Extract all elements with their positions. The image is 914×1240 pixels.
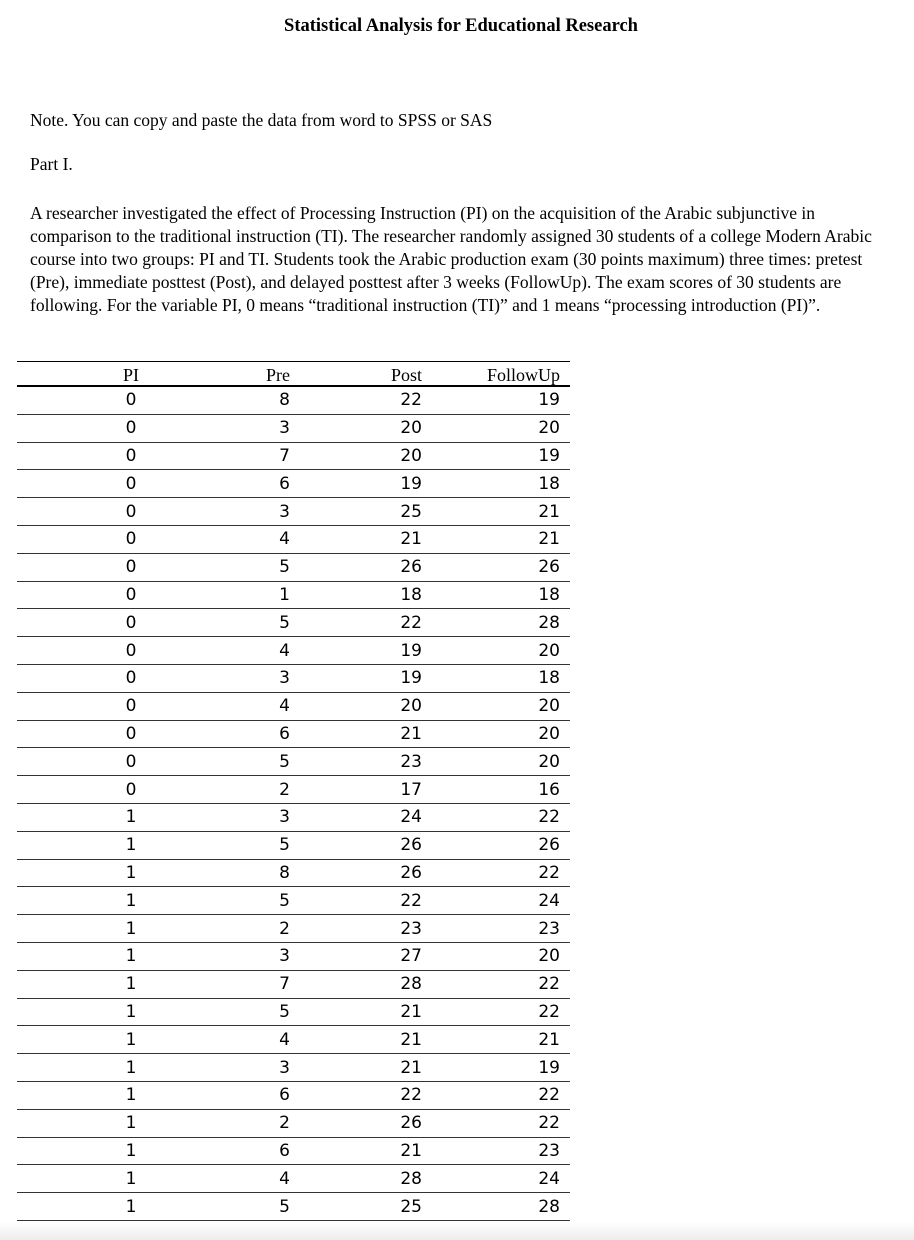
- cell-pre: 4: [245, 525, 298, 553]
- cell-followup: 20: [430, 942, 570, 970]
- cell-followup: 19: [430, 1054, 570, 1082]
- table-row: [17, 803, 570, 831]
- cell-post: 22: [298, 609, 430, 637]
- table-row: [17, 915, 570, 943]
- cell-followup: 20: [430, 720, 570, 748]
- cell-pre: 4: [245, 1165, 298, 1193]
- cell-post: 19: [298, 637, 430, 665]
- cell-post: 23: [298, 748, 430, 776]
- cell-followup: 22: [430, 1081, 570, 1109]
- cell-followup: 20: [430, 414, 570, 442]
- cell-pi: 1: [17, 1054, 245, 1082]
- header-followup: FollowUp: [430, 362, 570, 387]
- cell-pi: 1: [17, 831, 245, 859]
- cell-followup: 19: [430, 442, 570, 470]
- table-row: [17, 442, 570, 470]
- cell-pre: 8: [245, 386, 298, 414]
- table-row: [17, 720, 570, 748]
- cell-followup: 24: [430, 1165, 570, 1193]
- cell-pi: 0: [17, 664, 245, 692]
- cell-pre: 6: [245, 1137, 298, 1165]
- cell-post: 24: [298, 803, 430, 831]
- cell-post: 20: [298, 414, 430, 442]
- table-row: [17, 414, 570, 442]
- table-row: [17, 1165, 570, 1193]
- table-row: [17, 664, 570, 692]
- cell-pre: 3: [245, 803, 298, 831]
- cell-pre: 7: [245, 442, 298, 470]
- cell-post: 26: [298, 831, 430, 859]
- cell-pre: 6: [245, 1081, 298, 1109]
- cell-followup: 26: [430, 553, 570, 581]
- cell-followup: 28: [430, 1193, 570, 1221]
- cell-followup: 18: [430, 470, 570, 498]
- cell-followup: 28: [430, 609, 570, 637]
- cell-pre: 5: [245, 831, 298, 859]
- table-row: [17, 831, 570, 859]
- header-pre: Pre: [245, 362, 298, 387]
- cell-post: 23: [298, 915, 430, 943]
- cell-pre: 3: [245, 498, 298, 526]
- cell-post: 22: [298, 386, 430, 414]
- cell-pre: 3: [245, 664, 298, 692]
- cell-pre: 4: [245, 637, 298, 665]
- document-title: Statistical Analysis for Educational Research: [284, 16, 638, 36]
- cell-pi: 1: [17, 1081, 245, 1109]
- table-row: [17, 1081, 570, 1109]
- cell-pi: 0: [17, 553, 245, 581]
- cell-pre: 5: [245, 553, 298, 581]
- cell-followup: 22: [430, 970, 570, 998]
- table-row: [17, 637, 570, 665]
- table-row: [17, 609, 570, 637]
- table-row: [17, 525, 570, 553]
- table-row: [17, 859, 570, 887]
- table-row: [17, 1109, 570, 1137]
- table-row: [17, 1193, 570, 1221]
- cell-followup: 20: [430, 748, 570, 776]
- cell-followup: 16: [430, 776, 570, 804]
- cell-followup: 18: [430, 664, 570, 692]
- table-row: [17, 970, 570, 998]
- cell-post: 21: [298, 1137, 430, 1165]
- cell-pi: 0: [17, 442, 245, 470]
- cell-pre: 6: [245, 720, 298, 748]
- cell-post: 26: [298, 859, 430, 887]
- cell-pi: 0: [17, 692, 245, 720]
- cell-pre: 5: [245, 748, 298, 776]
- table-row: [17, 748, 570, 776]
- cell-pre: 5: [245, 998, 298, 1026]
- cell-followup: 22: [430, 859, 570, 887]
- cell-post: 21: [298, 720, 430, 748]
- cell-pre: 4: [245, 692, 298, 720]
- cell-post: 25: [298, 498, 430, 526]
- cell-post: 26: [298, 553, 430, 581]
- cell-pi: 1: [17, 1026, 245, 1054]
- cell-post: 25: [298, 1193, 430, 1221]
- cell-pre: 2: [245, 1109, 298, 1137]
- cell-pre: 6: [245, 470, 298, 498]
- cell-pre: 5: [245, 609, 298, 637]
- table-row: [17, 776, 570, 804]
- cell-pi: 0: [17, 581, 245, 609]
- cell-post: 26: [298, 1109, 430, 1137]
- cell-followup: 21: [430, 1026, 570, 1054]
- header-post: Post: [298, 362, 430, 387]
- cell-pre: 3: [245, 942, 298, 970]
- cell-pre: 1: [245, 581, 298, 609]
- table-row: [17, 942, 570, 970]
- cell-pi: 0: [17, 776, 245, 804]
- cell-pi: 1: [17, 803, 245, 831]
- cell-post: 21: [298, 1054, 430, 1082]
- cell-followup: 23: [430, 915, 570, 943]
- cell-pi: 1: [17, 887, 245, 915]
- table-row: [17, 553, 570, 581]
- cell-pre: 2: [245, 915, 298, 943]
- cell-pi: 1: [17, 915, 245, 943]
- cell-pre: 3: [245, 414, 298, 442]
- table-row: [17, 1137, 570, 1165]
- header-pi: PI: [17, 362, 245, 387]
- table-row: [17, 887, 570, 915]
- cell-pi: 1: [17, 1165, 245, 1193]
- cell-followup: 20: [430, 637, 570, 665]
- cell-followup: 19: [430, 386, 570, 414]
- cell-post: 28: [298, 970, 430, 998]
- cell-pre: 8: [245, 859, 298, 887]
- cell-pi: 1: [17, 859, 245, 887]
- cell-followup: 20: [430, 692, 570, 720]
- table-row: [17, 692, 570, 720]
- cell-pi: 0: [17, 498, 245, 526]
- cell-pi: 1: [17, 1109, 245, 1137]
- cell-pi: 0: [17, 609, 245, 637]
- table-row: [17, 1054, 570, 1082]
- table-header-row: [17, 362, 570, 387]
- problem-description: A researcher investigated the effect of Processing Instruction (PI) on the acquisition of the Arabic subjunctive in comparison to the traditional instruction (TI). The researcher randomly assigned 30 students of a college Modern Arabic course into two groups: PI and TI. Students took the Arabic production exam (30 points maximum) three times: pretest (Pre), immediate posttest (Post), and delayed posttest after 3 weeks (FollowUp). The exam scores of 30 students are following. For the variable PI, 0 means “traditional instruction (TI)” and 1 means “processing introduction (PI)”.: [30, 203, 872, 315]
- table-row: [17, 581, 570, 609]
- note-text: Note. You can copy and paste the data from word to SPSS or SAS: [30, 110, 493, 130]
- cell-pi: 0: [17, 470, 245, 498]
- cell-pre: 5: [245, 887, 298, 915]
- cell-pi: 0: [17, 720, 245, 748]
- cell-post: 21: [298, 1026, 430, 1054]
- cell-pi: 0: [17, 525, 245, 553]
- cell-pi: 1: [17, 942, 245, 970]
- cell-followup: 26: [430, 831, 570, 859]
- cell-pre: 4: [245, 1026, 298, 1054]
- table-row: [17, 498, 570, 526]
- cell-followup: 18: [430, 581, 570, 609]
- cell-post: 22: [298, 887, 430, 915]
- cell-pre: 2: [245, 776, 298, 804]
- cell-pre: 7: [245, 970, 298, 998]
- data-table: [17, 361, 570, 1221]
- cell-followup: 21: [430, 498, 570, 526]
- cell-pi: 1: [17, 970, 245, 998]
- cell-post: 21: [298, 998, 430, 1026]
- cell-pre: 3: [245, 1054, 298, 1082]
- cell-post: 21: [298, 525, 430, 553]
- cell-followup: 23: [430, 1137, 570, 1165]
- cell-post: 19: [298, 664, 430, 692]
- table-row: [17, 386, 570, 414]
- cell-pre: 5: [245, 1193, 298, 1221]
- cell-followup: 22: [430, 998, 570, 1026]
- cell-pi: 0: [17, 386, 245, 414]
- cell-post: 27: [298, 942, 430, 970]
- cell-post: 20: [298, 442, 430, 470]
- cell-post: 17: [298, 776, 430, 804]
- table-row: [17, 470, 570, 498]
- cell-followup: 22: [430, 803, 570, 831]
- cell-followup: 22: [430, 1109, 570, 1137]
- cell-post: 19: [298, 470, 430, 498]
- part-heading: Part I.: [30, 154, 73, 174]
- cell-post: 22: [298, 1081, 430, 1109]
- cell-pi: 1: [17, 998, 245, 1026]
- page-bottom-shadow: [0, 1222, 914, 1240]
- cell-pi: 0: [17, 637, 245, 665]
- cell-post: 28: [298, 1165, 430, 1193]
- cell-pi: 1: [17, 1193, 245, 1221]
- cell-post: 20: [298, 692, 430, 720]
- cell-followup: 21: [430, 525, 570, 553]
- table-row: [17, 1026, 570, 1054]
- cell-post: 18: [298, 581, 430, 609]
- cell-pi: 0: [17, 748, 245, 776]
- cell-pi: 1: [17, 1137, 245, 1165]
- table-row: [17, 998, 570, 1026]
- cell-followup: 24: [430, 887, 570, 915]
- cell-pi: 0: [17, 414, 245, 442]
